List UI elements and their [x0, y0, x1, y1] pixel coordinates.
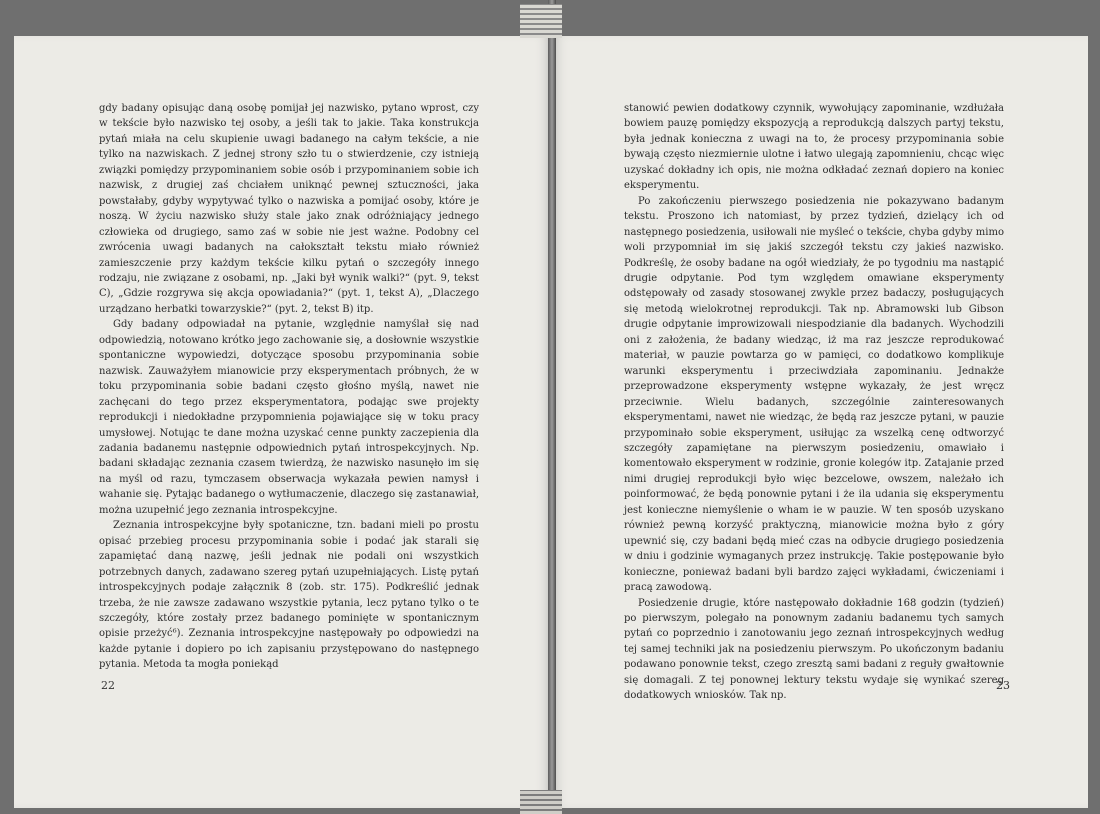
binding-edge-top — [520, 4, 562, 38]
paragraph: Po zakończeniu pierwszego posiedzenia nie pokazywano badanym tekstu. Proszono ich natomiast, by przez tydzień, dzielący ich od następnego posiedzenia, usiłowali nie myśleć o tekście, chyba gdyby mimo woli przypomniał im się jakiś szczegół tekstu czy jakieś nazwisko. Podkreślę, że osoby badane na ogół wiedziały, że po tygodniu ma nastąpić drugie odpytanie. Pod tym względem omawiane eksperymenty odstępowały od zasady stosowanej zwykle przez badaczy, posługujących się metodą wielokrotnej reprodukcji. Tak np. Abramowski lub Gibson drugie odpytanie improwizowali niespodzianie dla badanych. Wychodzili oni z założenia, że badany wiedząc, iż ma raz jeszcze reprodukować materiał, w pauzie powtarza go w pamięci, co dodatkowo komplikuje warunki eksperymentu i przeciwdziała zapominaniu. Jednakże przeprowadzone eksperymenty wstępne wykazały, że jest wręcz przeciwnie. Wielu badanych, szczególnie zainteresowanych eksperymentami, nawet nie wiedząc, że będą raz jeszcze pytani, w pauzie przypominało sobie eksperyment, usiłując za wszelką cenę odtworzyć szczegóły zapamiętane na pierwszym posiedzeniu, omawiało i komentowało eksperyment w rodzinie, gronie kolegów itp. Zatajanie przed nimi drugiej reprodukcji było więc bezcelowe, owszem, należało ich poinformować, że będą ponownie pytani i że ila udania się eksperymentu jest konieczne niemyślenie o wham ie w pauzie. W ten sposób uzyskano również pewną korzyść praktyczną, mianowicie można było z góry upewnić się, czy badani będą mieć czas na odbycie drugiego posiedzenia w dniu i godzinie wymaganych przez instrukcję. Takie postępowanie było konieczne, ponieważ badani byli bardzo zajęci wykładami, ćwiczeniami i pracą zawodową. — [624, 195, 1004, 594]
book-spine — [548, 0, 556, 814]
paragraph: gdy badany opisując daną osobę pomijał jej nazwisko, pytano wprost, czy w tekście było nazwisko tej osoby, a jeśli tak to jakie. Taka konstrukcja pytań miała na celu skupienie uwagi badanego na całym tekście, a nie tylko na nazwiskach. Z jednej strony szło tu o stwierdzenie, czy istnieją związki pomiędzy przypominaniem sobie osób i przypominaniem sobie ich nazwisk, z drugiej zaś chciałem uniknąć pewnej sztuczności, jaka powstałaby, gdyby wypytywać tylko o nazwiska a pomijać osoby, które je noszą. W życiu nazwisko służy stale jako znak odróżniający jednego człowieka od drugiego, samo zaś w sobie nie jest ważne. Podobny cel zwrócenia uwagi badanych na całokształt tekstu miało również zamieszczenie przy każdym tekście kilku pytań o szczegóły innego rodzaju, nie związane z osobami, np. „Jaki był wynik walki?“ (pyt. 9, tekst C), „Gdzie rozgrywa się akcja opowiadania?“ (pyt. 1, tekst A), „Dlaczego urządzano herbatki towarzyskie?“ (pyt. 2, tekst B) itp. — [99, 103, 479, 315]
left-page-text — [99, 101, 479, 673]
paragraph: Posiedzenie drugie, które następowało dokładnie 168 godzin (tydzień) po pierwszym, polegało na ponownym zadaniu badanemu tych samych pytań co poprzednio i zanotowaniu jego zeznań introspekcyjnych według tej samej techniki jak na posiedzeniu pierwszym. Po ukończonym badaniu podawano ponownie tekst, czego zresztą sami badani z reguły gwałtownie się domagali. Z tej ponownej lektury tekstu wydaje się wynikać szereg dodatkowych wniosków. Tak np. — [624, 597, 1004, 702]
right-page — [554, 36, 1088, 808]
page-number: 22 — [101, 679, 115, 692]
left-page — [14, 36, 549, 808]
paragraph: stanowić pewien dodatkowy czynnik, wywołujący zapominanie, wzdłużała bowiem pauzę pomiędzy ekspozycją a reprodukcją dalszych partyj tekstu, była jednak konieczna z uwagi na to, że procesy przypominania sobie bywają często niezmiernie ulotne i łatwo ulegają zapomnieniu, chcąc więc uzyskać dokładny ich opis, nie można odkładać zeznań dopiero na koniec eksperymentu. — [624, 103, 1004, 192]
page-number: 23 — [996, 679, 1010, 692]
paragraph: Zeznania introspekcyjne były spotaniczne, tzn. badani mieli po prostu opisać przebieg procesu przypominania sobie i podać jak starali się zapamiętać daną nazwę, jeśli jednak nie podali oni wszystkich potrzebnych danych, zadawano szereg pytań uzupełniających. Listę pytań introspekcyjnych podaje załącznik 8 (zob. str. 175). Podkreślić jednak trzeba, że nie zawsze zadawano wszystkie pytania, lecz pytano tylko o te szczegóły, które zostały przez badanego pominięte w spontanicznym opisie przeżyć⁶). Zeznania introspekcyjne następowały po odpowiedzi na każde pytanie i dopiero po ich zapisaniu przystępowano do następnego pytania. Metoda ta mogła poniekąd — [99, 520, 479, 671]
paragraph: Gdy badany odpowiadał na pytanie, względnie namyślał się nad odpowiedzią, notowano krótko jego zachowanie się, a dosłownie wszystkie spontaniczne wypowiedzi, dotyczące sposobu przypominania sobie nazwisk. Zauważyłem mianowicie przy eksperymentach próbnych, że w toku przypominania sobie badani często głośno myślą, nawet nie zachęcani do tego przez eksperymentatora, podając swe projekty reprodukcji i niedokładne przypomnienia pojawiające się w toku pracy umysłowej. Notując te dane można uzyskać cenne punkty zaczepienia dla zadania badanemu następnie odpowiednich pytań introspekcyjnych. Np. badani składając zeznania czasem twierdzą, że nazwisko nasunęło im się na myśl od razu, tymczasem obserwacja wykazała pewien namysł i wahanie się. Pytając badanego o wytłumaczenie, dlaczego się zastanawiał, można uzupełnić jego zeznania introspekcyjne. — [99, 319, 479, 516]
binding-edge-bottom — [520, 790, 562, 814]
right-page-text — [624, 101, 1004, 704]
